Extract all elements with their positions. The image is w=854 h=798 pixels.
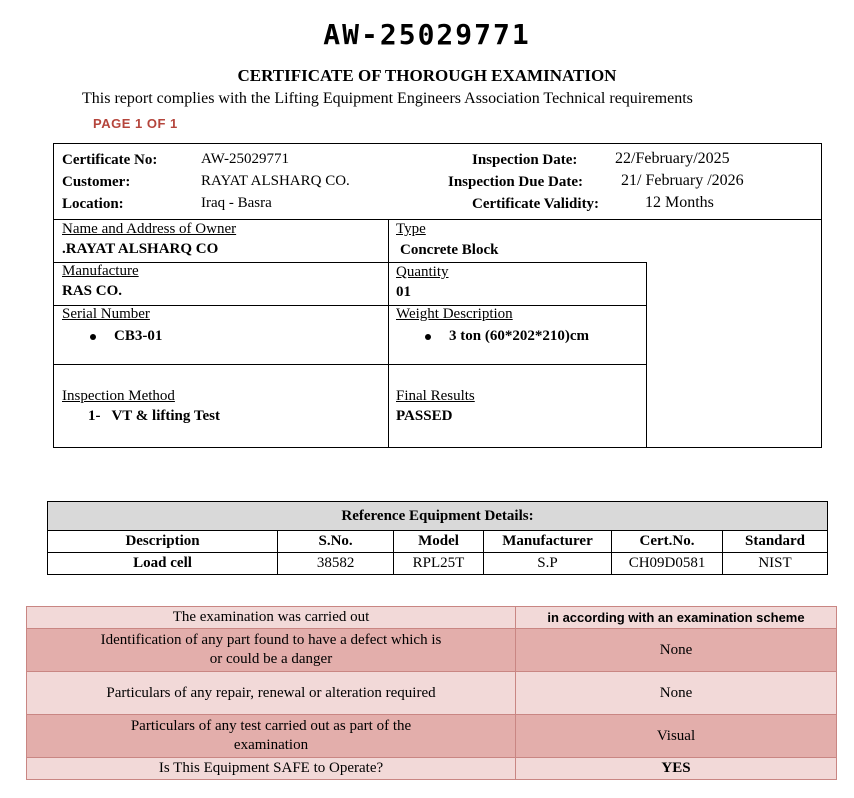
certificate-title: CERTIFICATE OF THOROUGH EXAMINATION (237, 66, 617, 85)
method-label: Inspection Method (62, 388, 175, 404)
manufacture-label: Manufacture (62, 263, 139, 279)
result-question: Identification of any part found to have a defect which is or could be a danger (27, 629, 516, 672)
cell-certno: CH09D0581 (612, 553, 723, 575)
table-row (27, 715, 837, 758)
col-standard: Standard (723, 531, 828, 553)
inspection-date-label: Inspection Date: (472, 152, 578, 168)
result-question: The examination was carried out (27, 607, 516, 629)
validity-value: 12 Months (645, 194, 714, 211)
result-question: Is This Equipment SAFE to Operate? (27, 758, 516, 780)
location-label: Location: (62, 196, 124, 212)
reference-title: Reference Equipment Details: (48, 502, 828, 531)
serial-value: CB3-01 (90, 328, 162, 345)
result-question: Particulars of any repair, renewal or alteration required (27, 672, 516, 715)
result-answer: None (516, 629, 837, 672)
due-date-value: 21/ February /2026 (621, 172, 744, 189)
bullet-icon (425, 334, 431, 340)
compliance-statement: This report complies with the Lifting Equipment Engineers Association Technical requirements (82, 90, 693, 107)
serial-label: Serial Number (62, 306, 150, 322)
manufacture-value: RAS CO. (62, 283, 123, 299)
owner-value: .RAYAT ALSHARQ CO (62, 241, 219, 257)
due-date-label: Inspection Due Date: (448, 174, 583, 190)
type-value: Concrete Block (400, 242, 499, 258)
cell-description: Load cell (48, 553, 278, 575)
customer-label: Customer: (62, 174, 131, 190)
inspection-date-value: 22/February/2025 (615, 150, 730, 167)
validity-label: Certificate Validity: (472, 196, 600, 212)
weight-value: 3 ton (60*202*210)cm (425, 328, 589, 345)
examination-results-table (26, 606, 837, 780)
col-sno: S.No. (278, 531, 394, 553)
certificate-details-box (53, 143, 822, 448)
table-row (48, 553, 828, 575)
weight-label: Weight Description (396, 306, 513, 322)
quantity-label: Quantity (396, 264, 449, 280)
table-row (27, 672, 837, 715)
certificate-code: AW-25029771 (323, 18, 531, 51)
cell-model: RPL25T (394, 553, 484, 575)
result-question: Particulars of any test carried out as part of the examination (27, 715, 516, 758)
page-number: PAGE 1 OF 1 (93, 116, 178, 131)
location-value: Iraq - Basra (201, 195, 272, 211)
col-description: Description (48, 531, 278, 553)
table-row (27, 629, 837, 672)
bullet-icon (90, 334, 96, 340)
reference-equipment-table (47, 501, 828, 575)
col-certno: Cert.No. (612, 531, 723, 553)
cert-no-value: AW-25029771 (201, 151, 289, 167)
cell-sno: 38582 (278, 553, 394, 575)
result-answer: Visual (516, 715, 837, 758)
cell-manufacturer: S.P (483, 553, 611, 575)
col-manufacturer: Manufacturer (483, 531, 611, 553)
result-value: PASSED (396, 408, 453, 424)
col-model: Model (394, 531, 484, 553)
table-row (27, 607, 837, 629)
quantity-value: 01 (396, 284, 411, 300)
cert-no-label: Certificate No: (62, 152, 158, 168)
result-answer: None (516, 672, 837, 715)
cell-standard: NIST (723, 553, 828, 575)
result-answer: YES (516, 758, 837, 780)
result-answer: in according with an examination scheme (516, 607, 837, 629)
type-label: Type (396, 221, 426, 237)
method-value: 1- VT & lifting Test (88, 408, 220, 424)
owner-label: Name and Address of Owner (62, 221, 237, 237)
table-row (27, 758, 837, 780)
result-label: Final Results (396, 388, 475, 404)
customer-value: RAYAT ALSHARQ CO. (201, 173, 350, 189)
